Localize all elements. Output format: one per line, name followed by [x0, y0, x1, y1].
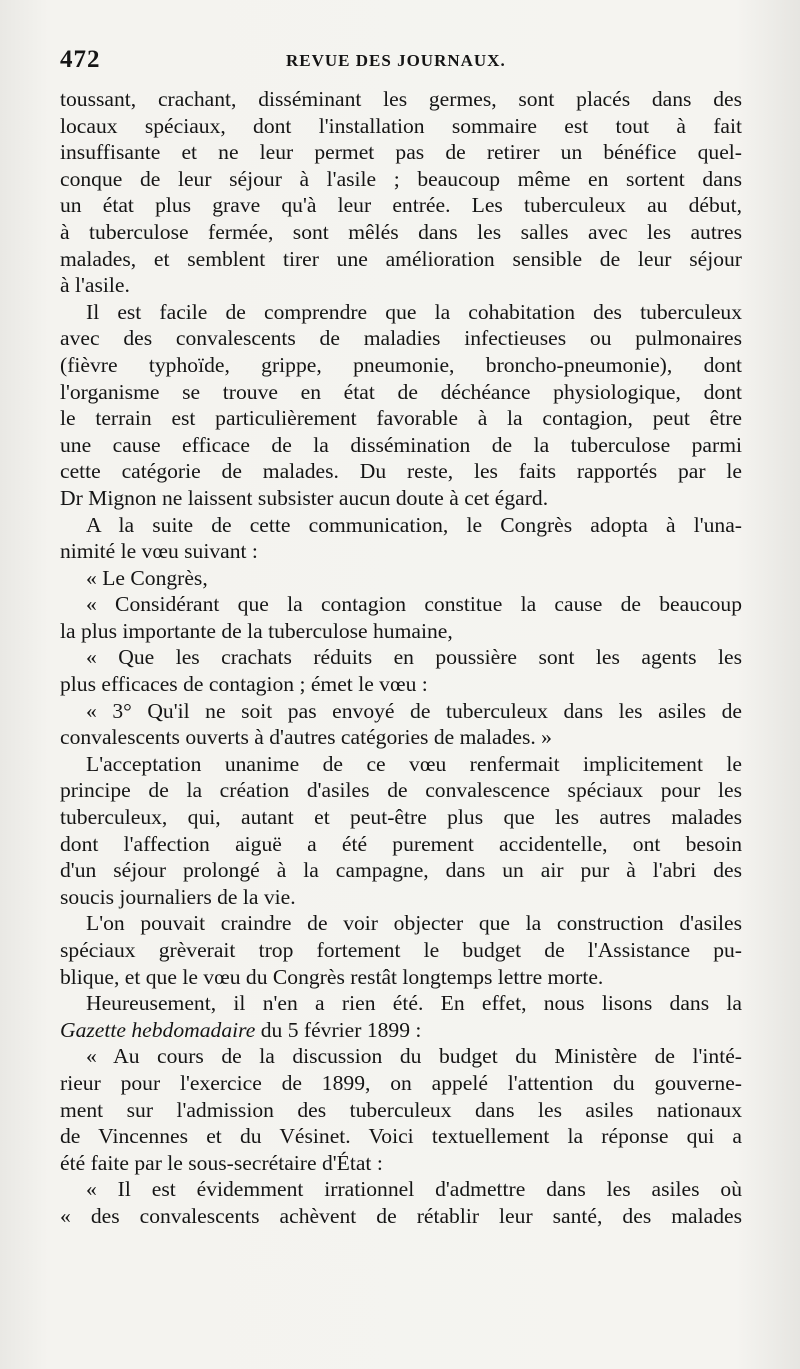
paragraph-start: L'on pouvait craindre de voir objecter que la construction d'asiles [86, 911, 742, 936]
paragraph-start: Il est facile de comprendre que la cohabitation des tuberculeux [86, 299, 742, 324]
paragraph-start: Heureusement, il n'en a rien été. En effet, nous lisons dans la [86, 991, 742, 1016]
page-header [60, 46, 740, 76]
text-line: rieur pour l'exercice de 1899, on appelé l'attention du gouverne- [60, 1070, 742, 1095]
text-line: la plus importante de la tuberculose humaine, [60, 618, 453, 643]
text-line: à tuberculose fermée, sont mêlés dans les salles avec les autres [60, 219, 742, 244]
text-line: le terrain est particulièrement favorable à la contagion, peut être [60, 406, 742, 431]
text-line: avec des convalescents de maladies infectieuses ou pulmonaires [60, 326, 742, 351]
body-text [60, 86, 742, 1230]
quote-line: « Au cours de la discussion du budget du Ministère de l'inté- [86, 1044, 742, 1069]
text-line: spéciaux grèverait trop fortement le budget de l'Assistance pu- [60, 938, 742, 962]
journal-title: Gazette hebdomadaire [60, 1017, 256, 1042]
text-line: principe de la création d'asiles de convalescence spéciaux pour les [60, 778, 742, 803]
text-line: soucis journaliers de la vie. [60, 884, 296, 909]
paragraph-start: L'acceptation unanime de ce vœu renfermait implicitement le [86, 751, 742, 776]
text-line: cette catégorie de malades. Du reste, les faits rapportés par le [60, 459, 742, 484]
text-line: d'un séjour prolongé à la campagne, dans un air pur à l'abri des [60, 858, 742, 883]
text-line: à l'asile. [60, 273, 130, 298]
text-line: toussant, crachant, disséminant les germes, sont placés dans des [60, 87, 742, 111]
text-line: blique, et que le vœu du Congrès restât longtemps lettre morte. [60, 964, 604, 989]
text-line [60, 1017, 742, 1044]
quote-line: « 3° Qu'il ne soit pas envoyé de tuberculeux dans les asiles de [86, 698, 742, 723]
text-line: malades, et semblent tirer une amélioration sensible de leur séjour [60, 246, 742, 271]
text-line: locaux spéciaux, dont l'installation sommaire est tout à fait [60, 113, 742, 138]
text-line: plus efficaces de contagion ; émet le vœu : [60, 672, 428, 697]
text-line: une cause efficace de la dissémination de la tuberculose parmi [60, 432, 742, 457]
text-line: insuffisante et ne leur permet pas de retirer un bénéfice quel- [60, 140, 742, 165]
text-line: convalescents ouverts à d'autres catégories de malades. » [60, 725, 552, 750]
text-line: un état plus grave qu'à leur entrée. Les tuberculeux au début, [60, 193, 742, 218]
quote-line: « Le Congrès, [86, 565, 208, 590]
text-line: ment sur l'admission des tuberculeux dans les asiles nationaux [60, 1097, 742, 1122]
text-line: « des convalescents achèvent de rétablir leur santé, des malades [60, 1203, 742, 1228]
quote-line: « Considérant que la contagion constitue la cause de beaucoup [86, 592, 742, 617]
quote-line: « Que les crachats réduits en poussière sont les agents les [86, 645, 742, 670]
text-fragment: du 5 février 1899 : [260, 1017, 422, 1042]
text-line: Dr Mignon ne laissent subsister aucun doute à cet égard. [60, 485, 549, 510]
text-line: conque de leur séjour à l'asile ; beaucoup même en sortent dans [60, 166, 742, 191]
text-line: l'organisme se trouve en état de déchéance physiologique, dont [60, 379, 742, 404]
text-line: nimité le vœu suivant : [60, 539, 258, 564]
page-number: 472 [60, 46, 101, 73]
text-line: (fièvre typhoïde, grippe, pneumonie, broncho-pneumonie), dont [60, 352, 742, 377]
quote-line: « Il est évidemment irrationnel d'admettre dans les asiles où [86, 1177, 742, 1202]
text-line: tuberculeux, qui, autant et peut-être plus que les autres malades [60, 805, 742, 830]
text-line: dont l'affection aiguë a été purement accidentelle, ont besoin [60, 831, 742, 856]
text-line: de Vincennes et du Vésinet. Voici textuellement la réponse qui a [60, 1124, 742, 1149]
running-head: REVUE DES JOURNAUX. [286, 51, 506, 70]
text-line: été faite par le sous-secrétaire d'État : [60, 1150, 383, 1175]
paragraph-start: A la suite de cette communication, le Congrès adopta à l'una- [86, 512, 742, 537]
